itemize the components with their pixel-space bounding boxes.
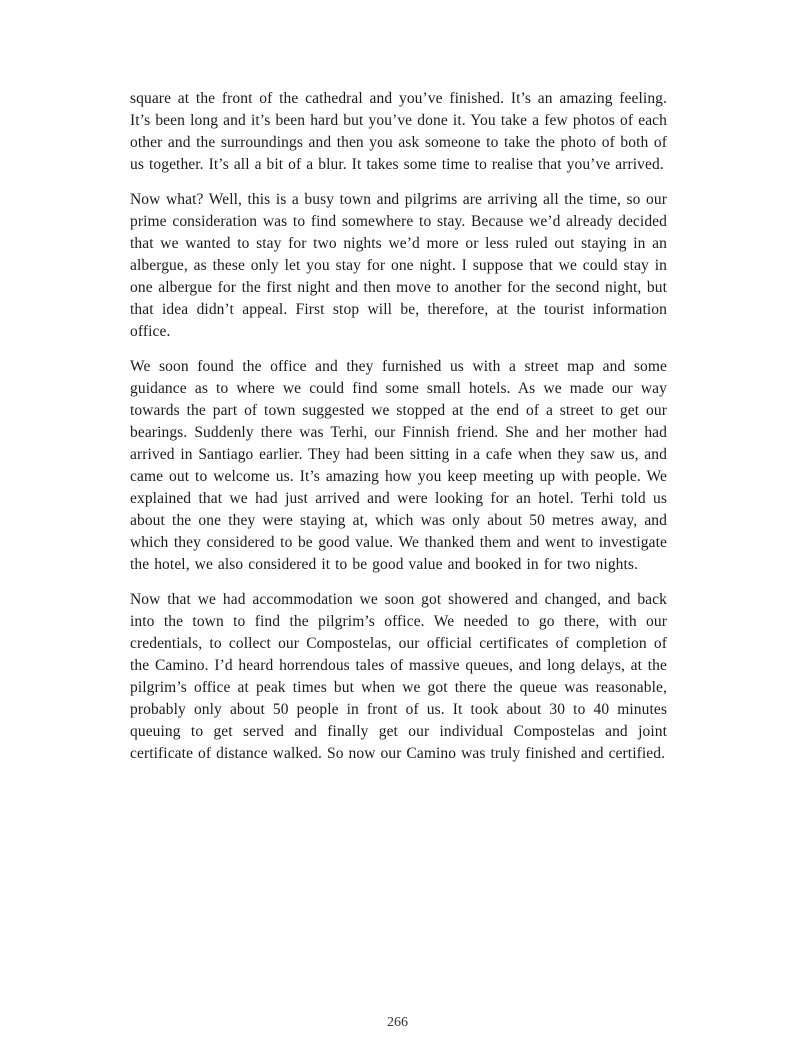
paragraph: square at the front of the cathedral and you’ve finished. It’s an amazing feeling. It’s been long and it’s been hard but you’ve done it. You take a few photos of each other and the surroundings and then you ask someone to take the photo of both of us together. It’s all a bit of a blur. It takes some time to realise that you’ve arrived. (130, 90, 667, 173)
body-text (130, 88, 667, 778)
paragraph: Now what? Well, this is a busy town and pilgrims are arriving all the time, so our prime consideration was to find somewhere to stay. Because we’d already decided that we wanted to stay for two nights we’d more or less ruled out staying in an albergue, as these only let you stay for one night. I suppose that we could stay in one albergue for the first night and then move to another for the second night, but that idea didn’t appeal. First stop will be, therefore, at the tourist information office. (130, 191, 667, 340)
paragraph: We soon found the office and they furnished us with a street map and some guidance as to where we could find some small hotels. As we made our way towards the part of town suggested we stopped at the end of a street to get our bearings. Suddenly there was Terhi, our Finnish friend. She and her mother had arrived in Santiago earlier. They had been sitting in a cafe when they saw us, and came out to welcome us. It’s amazing how you keep meeting up with people. We explained that we had just arrived and were looking for an hotel. Terhi told us about the one they were staying at, which was only about 50 metres away, and which they considered to be good value. We thanked them and went to investigate the hotel, we also considered it to be good value and booked in for two nights. (130, 358, 667, 573)
paragraph: Now that we had accommodation we soon got showered and changed, and back into the town to find the pilgrim’s office. We needed to go there, with our credentials, to collect our Compostelas, our official certificates of completion of the Camino. I’d heard horrendous tales of massive queues, and long delays, at the pilgrim’s office at peak times but when we got there the queue was reasonable, probably only about 50 people in front of us. It took about 30 to 40 minutes queuing to get served and finally get our individual Compostelas and joint certificate of distance walked. So now our Camino was truly finished and certified. (130, 591, 667, 762)
page-number: 266 (387, 1015, 408, 1030)
